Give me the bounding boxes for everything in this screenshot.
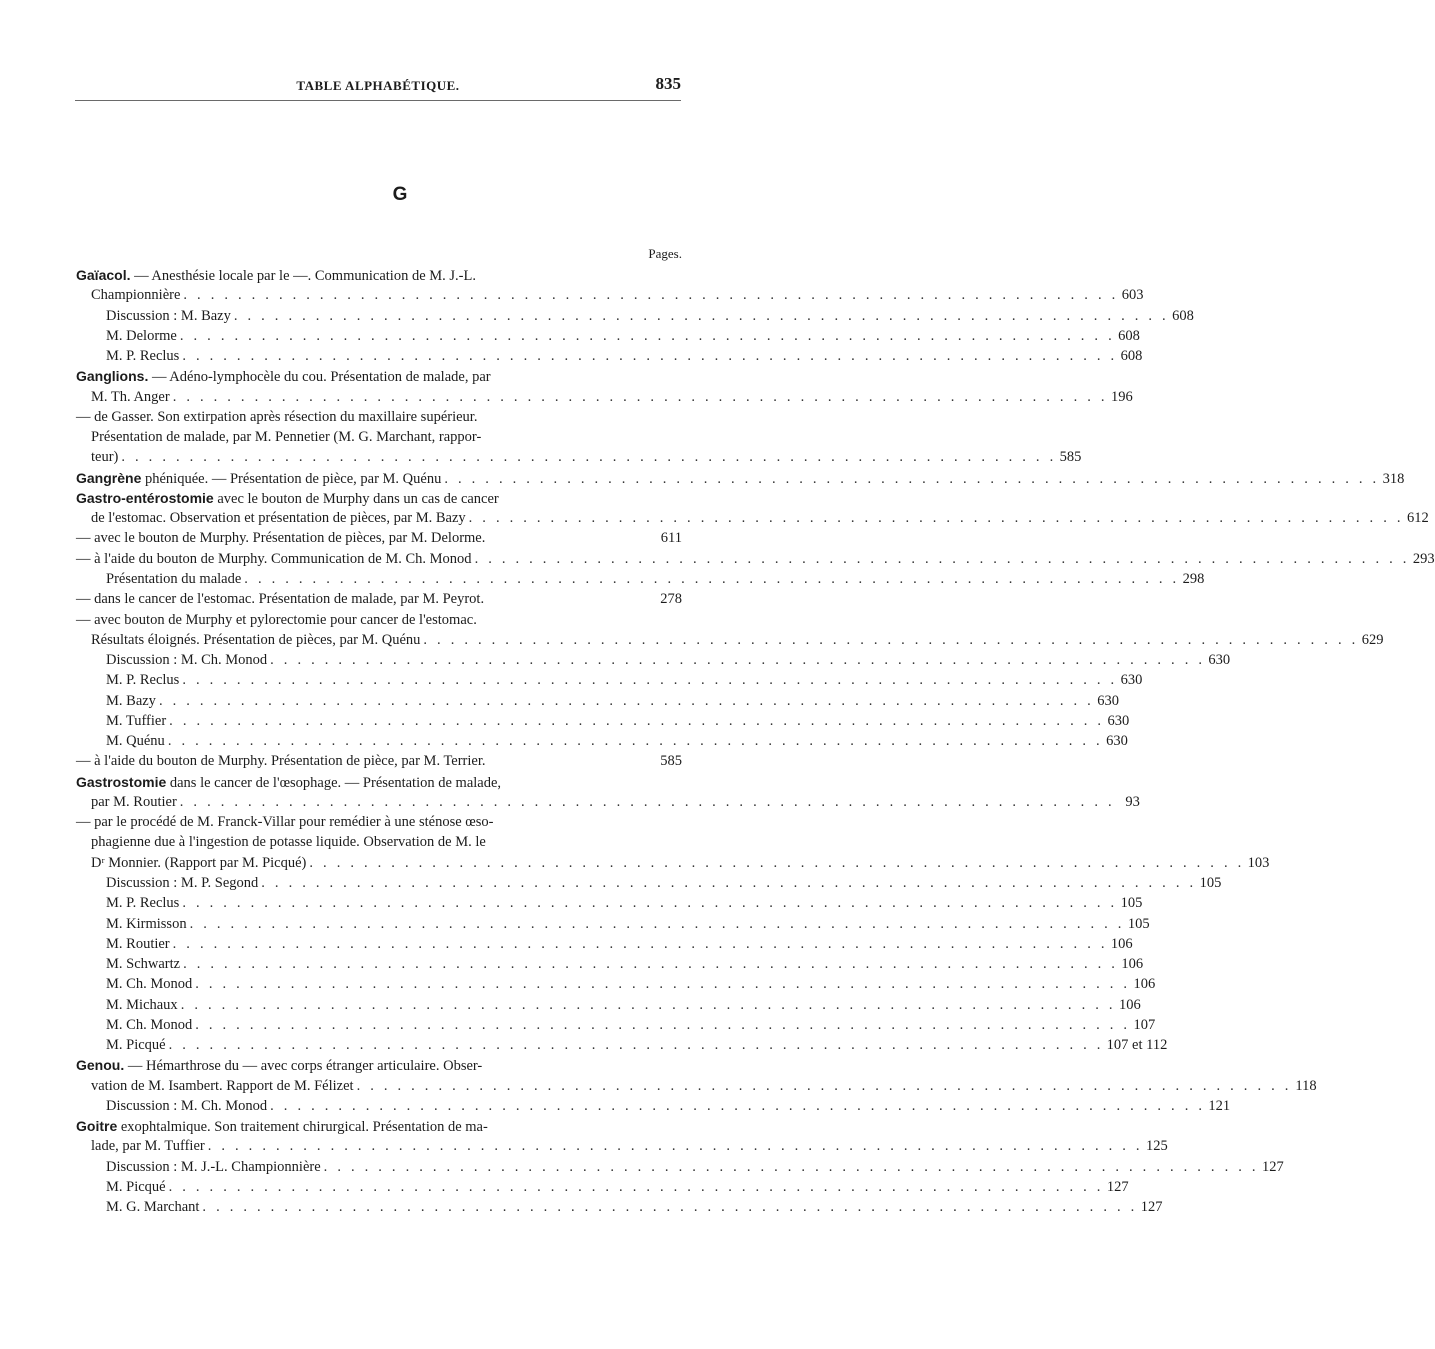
index-line	[76, 1076, 1317, 1096]
index-line	[76, 326, 1140, 346]
index-line	[76, 346, 1143, 366]
index-line	[76, 447, 1082, 467]
index-line	[76, 772, 682, 792]
entry-body: Présentation du malade	[106, 570, 242, 587]
dot-leader	[190, 914, 1125, 934]
dot-leader	[159, 691, 1094, 711]
entry-body: M. Quénu	[106, 733, 165, 750]
index-line	[76, 1157, 1284, 1177]
entry-body: — par le procédé de M. Franck-Villar pour remédier à une sténose œso-	[76, 814, 494, 831]
entry-body: — à l'aide du bouton de Murphy. Communication de M. Ch. Monod	[76, 550, 472, 567]
entry-body: teur)	[91, 449, 119, 466]
dot-leader	[202, 1197, 1137, 1217]
index-line	[76, 893, 1143, 913]
entry-text	[106, 670, 179, 690]
entry-body: Discussion : M. Bazy	[106, 307, 231, 324]
index-line	[76, 914, 1150, 934]
index-line	[76, 832, 682, 852]
entry-page-number: 118	[1295, 1077, 1317, 1094]
entry-text	[76, 610, 477, 630]
entry-body: M. P. Reclus	[106, 672, 180, 689]
entry-body: M. Routier	[106, 935, 170, 952]
entry-page-number: 105	[1120, 895, 1143, 912]
dot-leader	[182, 670, 1117, 690]
entry-page-number: 630	[1120, 672, 1143, 689]
entry-text	[76, 1055, 482, 1076]
index-line	[76, 812, 682, 832]
entry-page-number: 93	[1125, 793, 1140, 810]
entry-body: M. Tuffier	[106, 712, 167, 729]
index-line	[76, 528, 682, 548]
entry-text	[76, 549, 472, 569]
entry-page-number: 629	[1361, 631, 1384, 648]
entry-page-number: 127	[1261, 1158, 1284, 1175]
entry-body: — avec le bouton de Murphy. Présentation de pièces, par M. Delorme.	[76, 530, 486, 547]
entry-text	[91, 387, 170, 407]
entry-body: M. Delorme	[106, 327, 177, 344]
dot-leader	[324, 1157, 1259, 1177]
entry-body: M. P. Reclus	[106, 895, 180, 912]
entry-page-number: 298	[1182, 570, 1205, 587]
index-line	[76, 549, 1435, 569]
entry-body: lade, par M. Tuffier	[91, 1138, 205, 1155]
index-line	[76, 670, 1143, 690]
dot-leader	[475, 549, 1410, 569]
entry-text	[76, 772, 501, 793]
dot-leader	[180, 792, 1115, 812]
entry-page-number: 293	[1412, 550, 1435, 567]
entry-page-number: 608	[1172, 307, 1194, 324]
entry-body: par M. Routier	[91, 793, 177, 810]
index-line	[76, 1177, 1129, 1197]
running-header	[75, 74, 681, 101]
page-number: 835	[655, 74, 681, 93]
index-line	[76, 610, 682, 630]
entry-text	[76, 407, 477, 427]
entry-page-number: 106	[1133, 976, 1156, 993]
entry-text	[106, 934, 170, 954]
index-line	[76, 366, 682, 386]
dot-leader	[182, 346, 1117, 366]
entry-page-number: 630	[1106, 733, 1128, 750]
entry-text	[91, 630, 420, 650]
index-line	[76, 306, 1194, 326]
entry-page-number: 608	[1120, 348, 1143, 365]
entry-body: M. Ch. Monod	[106, 1016, 193, 1033]
entry-text	[106, 1015, 192, 1035]
entry-page-number: 585	[1059, 449, 1082, 466]
dot-leader	[469, 508, 1404, 528]
entry-page-number: 127	[1106, 1178, 1129, 1195]
index-line	[76, 650, 1231, 670]
entry-text	[106, 914, 187, 934]
entry-page-number: 630	[1097, 692, 1119, 709]
entry-body: — Hémarthrose du — avec corps étranger articulaire. Obser-	[124, 1058, 483, 1075]
dot-leader	[270, 650, 1205, 670]
entry-headword: Gaïacol.	[76, 267, 131, 283]
entry-body: phagienne due à l'ingestion de potasse liquide. Observation de M. le	[91, 834, 486, 851]
index-line	[76, 1116, 682, 1136]
entry-page-number: 611	[660, 530, 682, 547]
entry-body: M. Picqué	[106, 1037, 166, 1054]
entry-body: avec le bouton de Murphy dans un cas de cancer	[213, 490, 499, 507]
dot-leader	[234, 306, 1169, 326]
index-line	[76, 1035, 1168, 1055]
index-line	[76, 974, 1156, 994]
dot-leader	[195, 974, 1130, 994]
entry-text	[106, 873, 258, 893]
entry-text	[106, 1197, 199, 1217]
entry-page-number: 106	[1118, 996, 1141, 1013]
entry-body: M. Th. Anger	[91, 388, 170, 405]
entry-page-number: 608	[1118, 327, 1140, 344]
index-line	[76, 427, 682, 447]
entry-body: Dʳ Monnier. (Rapport par M. Picqué)	[91, 854, 307, 871]
dot-leader	[357, 1076, 1292, 1096]
entry-text	[106, 995, 178, 1015]
dot-leader	[182, 893, 1117, 913]
entry-text	[76, 812, 493, 832]
dot-leader	[169, 1177, 1104, 1197]
entry-body: Discussion : M. J.-L. Championnière	[106, 1158, 321, 1175]
entry-text	[106, 1177, 166, 1197]
entry-body: M. Michaux	[106, 996, 178, 1013]
entry-body: — de Gasser. Son extirpation après résection du maxillaire supérieur.	[76, 408, 478, 425]
index-line	[76, 1136, 1168, 1156]
entry-text	[106, 346, 179, 366]
entry-page-number: 105	[1127, 915, 1150, 932]
entry-text	[106, 569, 241, 589]
entry-body: — dans le cancer de l'estomac. Présentation de malade, par M. Peyrot.	[76, 591, 485, 608]
dot-leader	[244, 569, 1179, 589]
pages-column-label: Pages.	[648, 246, 682, 261]
index-line	[76, 934, 1133, 954]
entry-page-number: 318	[1382, 470, 1405, 487]
dot-leader	[169, 711, 1104, 731]
entry-text	[91, 792, 177, 812]
entry-text	[106, 1096, 267, 1116]
entry-headword: Genou.	[76, 1057, 125, 1074]
header-title: TABLE ALPHABÉTIQUE.	[296, 78, 460, 93]
index-line	[76, 691, 1119, 711]
entry-text	[91, 1136, 205, 1156]
dot-leader	[270, 1096, 1205, 1116]
entry-text	[91, 285, 180, 305]
entry-text	[76, 366, 491, 387]
index-line	[76, 265, 682, 285]
entry-page-number: 107	[1133, 1016, 1156, 1033]
entry-page-number: 630	[1107, 712, 1130, 729]
dot-leader	[261, 873, 1196, 893]
entry-text	[76, 528, 485, 548]
entry-body: M. P. Reclus	[106, 348, 180, 365]
entry-body: — avec bouton de Murphy et pylorectomie pour cancer de l'estomac.	[76, 611, 477, 628]
entry-text	[76, 468, 441, 489]
index-line	[76, 1096, 1231, 1116]
index-line	[76, 508, 1429, 528]
entry-text	[76, 589, 484, 609]
dot-leader	[181, 995, 1116, 1015]
entry-page-number: 106	[1121, 956, 1144, 973]
index-line	[76, 853, 1270, 873]
entry-page-number: 196	[1110, 388, 1133, 405]
entry-page-number: 612	[1406, 510, 1429, 527]
index-line	[76, 995, 1141, 1015]
entry-body: — à l'aide du bouton de Murphy. Présentation de pièce, par M. Terrier.	[76, 753, 486, 770]
entry-body: M. Schwartz	[106, 956, 181, 973]
entry-text	[91, 853, 306, 873]
entry-headword: Ganglions.	[76, 368, 149, 385]
index-line	[76, 468, 1405, 488]
dot-leader	[309, 853, 1244, 873]
entry-body: — Adéno-lymphocèle du cou. Présentation de malade, par	[148, 369, 491, 386]
entry-text	[106, 1035, 166, 1055]
entry-page-number: 127	[1140, 1199, 1163, 1216]
index-line	[76, 751, 682, 771]
entry-text	[91, 447, 118, 467]
entry-page-number: 106	[1110, 935, 1133, 952]
entry-body: de l'estomac. Observation et présentation de pièces, par M. Bazy	[91, 510, 466, 527]
dot-leader	[444, 469, 1379, 489]
entry-text	[76, 1116, 488, 1137]
entry-page-number: 121	[1208, 1097, 1231, 1114]
entry-page-number: 603	[1121, 287, 1144, 304]
entry-page-number: 107 et 112	[1106, 1037, 1168, 1054]
dot-leader	[169, 1035, 1104, 1055]
dot-leader	[180, 326, 1115, 346]
entry-body: M. Ch. Monod	[106, 976, 193, 993]
entry-text	[106, 893, 179, 913]
entry-text	[91, 427, 481, 447]
index-line	[76, 488, 682, 508]
entry-body: Résultats éloignés. Présentation de pièces, par M. Quénu	[91, 631, 421, 648]
entry-text	[106, 1157, 321, 1177]
entry-page-number: 585	[660, 753, 682, 770]
index-line	[76, 1015, 1156, 1035]
entry-headword: Goitre	[76, 1118, 118, 1135]
index-line	[76, 1197, 1163, 1217]
entry-body: vation de M. Isambert. Rapport de M. Félizet	[91, 1077, 354, 1094]
entry-text	[76, 265, 476, 286]
index-line	[76, 954, 1144, 974]
dot-leader	[195, 1015, 1130, 1035]
entry-text	[91, 508, 466, 528]
index-line	[76, 589, 682, 609]
index-line	[76, 873, 1222, 893]
entry-text	[106, 974, 192, 994]
entry-page-number: 125	[1146, 1138, 1168, 1155]
dot-leader	[173, 934, 1108, 954]
entry-page-number: 630	[1208, 652, 1231, 669]
index-line	[76, 407, 682, 427]
entry-headword: Gastro-entérostomie	[76, 489, 214, 506]
index-line	[76, 792, 1140, 812]
index-line	[76, 569, 1205, 589]
entry-body: exophtalmique. Son traitement chirurgical. Présentation de ma-	[117, 1119, 488, 1136]
entry-body: Discussion : M. P. Segond	[106, 874, 259, 891]
entry-text	[106, 691, 156, 711]
entry-body: M. G. Marchant	[106, 1199, 200, 1216]
entry-text	[106, 306, 231, 326]
entry-text	[106, 326, 177, 346]
entry-body: M. Picqué	[106, 1178, 166, 1195]
index-line	[76, 711, 1130, 731]
entry-body: Discussion : M. Ch. Monod	[106, 652, 268, 669]
entry-text	[106, 650, 267, 670]
entry-body: Discussion : M. Ch. Monod	[106, 1097, 268, 1114]
index-line	[76, 387, 1133, 407]
index-line	[76, 1055, 682, 1075]
dot-leader	[173, 387, 1108, 407]
entry-page-number: 278	[660, 591, 682, 608]
entry-body: Présentation de malade, par M. Pennetier (M. G. Marchant, rappor-	[91, 429, 482, 446]
entry-body: M. Kirmisson	[106, 915, 187, 932]
entry-body: dans le cancer de l'œsophage. — Présentation de malade,	[166, 774, 502, 791]
entry-text	[76, 751, 486, 771]
index-line	[76, 731, 1128, 751]
entry-body: Championnière	[91, 287, 181, 304]
entry-headword: Gangrène	[76, 469, 142, 486]
entry-text	[91, 832, 486, 852]
dot-leader	[423, 630, 1358, 650]
section-letter: G	[392, 184, 408, 205]
entry-text	[76, 488, 499, 509]
entry-headword: Gastrostomie	[76, 773, 167, 790]
entry-page-number: 105	[1199, 874, 1222, 891]
entry-text	[91, 1076, 354, 1096]
dot-leader	[168, 731, 1103, 751]
dot-leader	[183, 285, 1118, 305]
dot-leader	[183, 954, 1118, 974]
dot-leader	[208, 1136, 1143, 1156]
entry-text	[106, 731, 165, 751]
entry-body: — Anesthésie locale par le —. Communication de M. J.-L.	[130, 268, 476, 284]
entry-body: M. Bazy	[106, 692, 156, 709]
entry-text	[106, 954, 180, 974]
index-entries	[76, 265, 1435, 1217]
entry-page-number: 103	[1247, 854, 1270, 871]
entry-body: phéniquée. — Présentation de pièce, par M. Quénu	[141, 470, 442, 487]
entry-text	[106, 711, 166, 731]
index-line	[76, 630, 1384, 650]
index-line	[76, 285, 1144, 305]
dot-leader	[121, 447, 1056, 467]
